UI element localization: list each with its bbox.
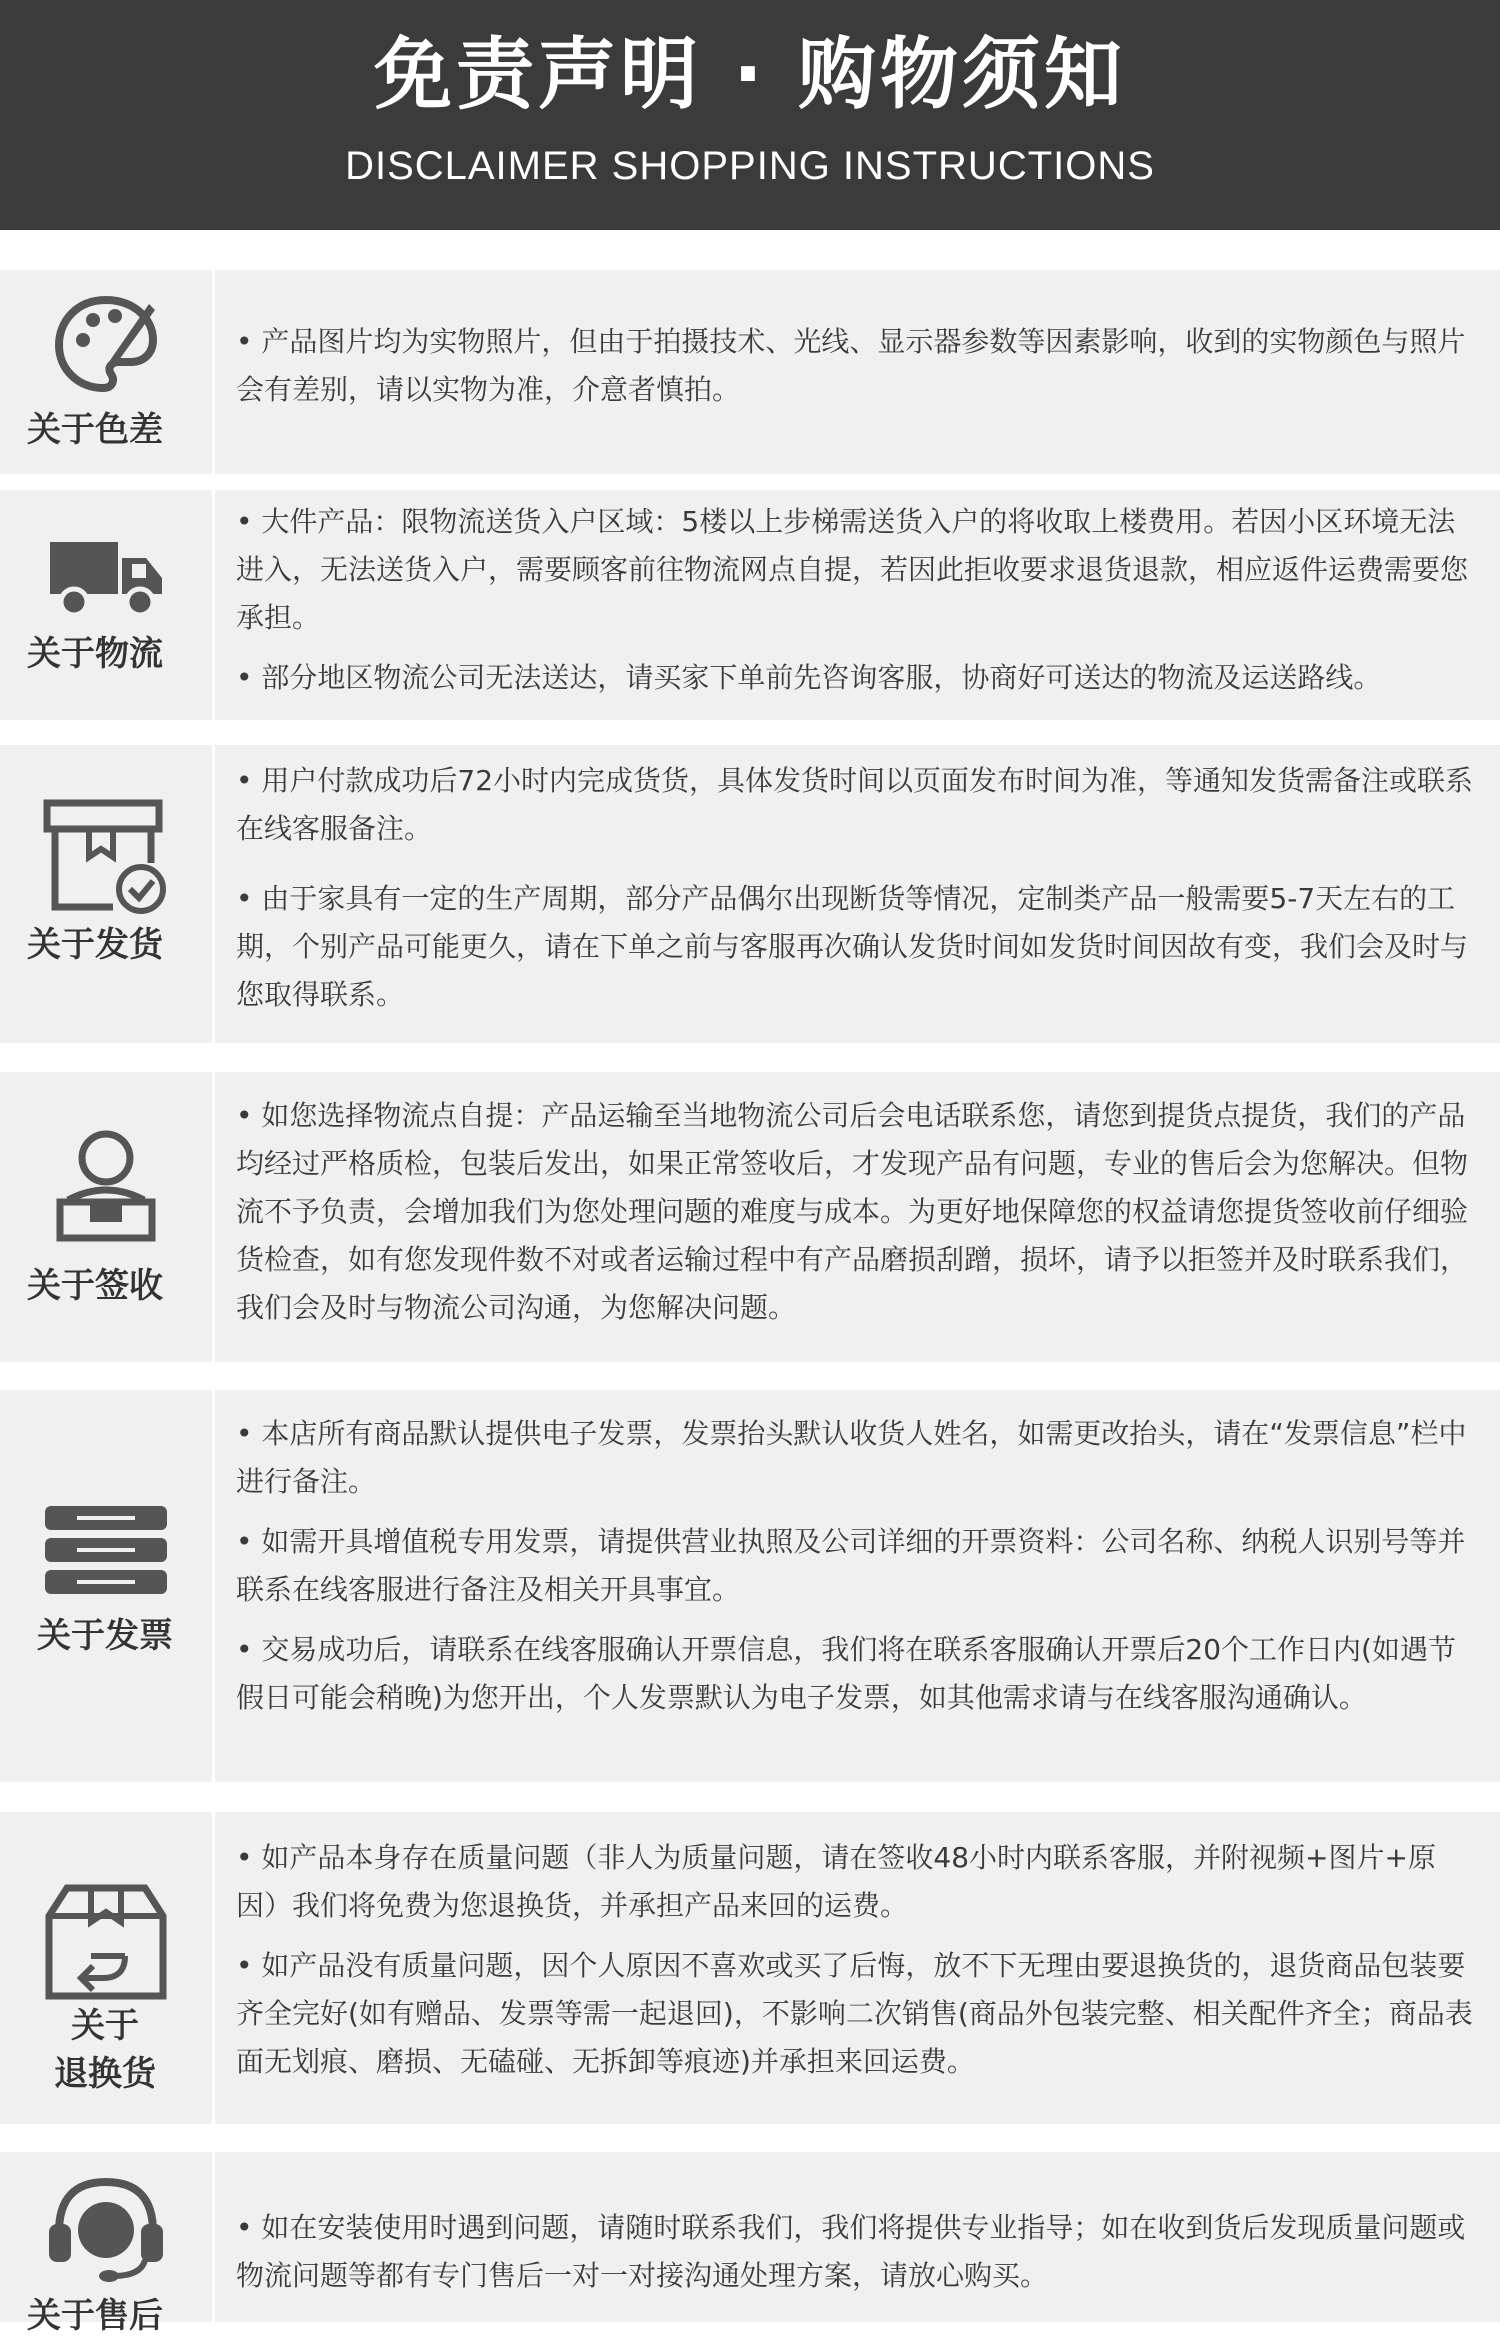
section-color-difference bbox=[0, 270, 1500, 474]
section-sidebar bbox=[0, 1390, 215, 1782]
section-sidebar bbox=[0, 2152, 215, 2336]
paragraph: • 大件产品：限物流送货入户区域：5楼以上步梯需送货入户的将收取上楼费用。若因小区环境无法进入，无法送货入户，需要顾客前往物流网点自提，若因此拒收要求退货退款，相应返件运费需要您承担。 bbox=[236, 498, 1476, 642]
section-sidebar bbox=[0, 745, 215, 1043]
headset-icon bbox=[41, 2172, 171, 2282]
section-label: 关于发货 bbox=[27, 925, 163, 965]
paragraph: • 由于家具有一定的生产周期，部分产品偶尔出现断货等情况，定制类产品一般需要5-7天左右的工期，个别产品可能更久，请在下单之前与客服再次确认发货时间如发货时间因故有变，我们会及时与您取得联系。 bbox=[236, 875, 1476, 1019]
paragraph: • 部分地区物流公司无法送达，请买家下单前先咨询客服，协商好可送达的物流及运送路线。 bbox=[236, 654, 1476, 702]
section-label: 关于发票 bbox=[37, 1616, 173, 1656]
section-label bbox=[10, 2002, 200, 2098]
section-sidebar bbox=[0, 1072, 215, 1362]
invoice-icon bbox=[41, 1500, 171, 1600]
return-box-icon bbox=[41, 1882, 171, 2002]
section-label: 关于签收 bbox=[27, 1266, 163, 1306]
section-label: 关于色差 bbox=[27, 410, 163, 450]
section-invoice bbox=[0, 1390, 1500, 1782]
paragraph: • 如产品本身存在质量问题（非人为质量问题，请在签收48小时内联系客服，并附视频+图片+原因）我们将免费为您退换货，并承担产品来回的运费。 bbox=[236, 1834, 1476, 1930]
section-signing bbox=[0, 1072, 1500, 1362]
section-content bbox=[236, 498, 1476, 714]
section-logistics bbox=[0, 490, 1500, 720]
package-check-icon bbox=[41, 797, 171, 917]
paragraph: • 产品图片均为实物照片，但由于拍摄技术、光线、显示器参数等因素影响，收到的实物颜色与照片会有差别，请以实物为准，介意者慎拍。 bbox=[236, 318, 1476, 414]
section-content bbox=[236, 757, 1476, 1031]
delivery-person-icon bbox=[46, 1128, 166, 1248]
paragraph: • 用户付款成功后72小时内完成货货，具体发货时间以页面发布时间为准，等通知发货需备注或联系在线客服备注。 bbox=[236, 757, 1476, 853]
page-subtitle: DISCLAIMER SHOPPING INSTRUCTIONS bbox=[345, 144, 1155, 188]
section-content bbox=[236, 2204, 1476, 2312]
section-sidebar bbox=[0, 490, 215, 720]
truck-icon bbox=[46, 530, 166, 630]
section-content bbox=[236, 1834, 1476, 2098]
paragraph: • 如产品没有质量问题，因个人原因不喜欢或买了后悔，放不下无理由要退换货的，退货商品包装要齐全完好(如有赠品、发票等需一起退回)，不影响二次销售(商品外包装完整、相关配件齐全；商品表面无划痕、磨损、无磕碰、无拆卸等痕迹)并承担来回运费。 bbox=[236, 1942, 1476, 2086]
paragraph: • 如需开具增值税专用发票，请提供营业执照及公司详细的开票资料：公司名称、纳税人识别号等并联系在线客服进行备注及相关开具事宜。 bbox=[236, 1518, 1476, 1614]
section-label: 关于物流 bbox=[27, 634, 163, 674]
page-header bbox=[0, 0, 1500, 230]
paragraph: • 如在安装使用时遇到问题，请随时联系我们，我们将提供专业指导；如在收到货后发现质量问题或物流问题等都有专门售后一对一对接沟通处理方案，请放心购买。 bbox=[236, 2204, 1476, 2300]
page-title: 免责声明 · 购物须知 bbox=[374, 30, 1126, 120]
section-label: 关于售后 bbox=[27, 2296, 163, 2336]
paragraph: • 本店所有商品默认提供电子发票，发票抬头默认收货人姓名，如需更改抬头，请在“发票信息”栏中进行备注。 bbox=[236, 1410, 1476, 1506]
paragraph: • 如您选择物流点自提：产品运输至当地物流公司后会电话联系您，请您到提货点提货，我们的产品均经过严格质检，包装后发出，如果正常签收后，才发现产品有问题，专业的售后会为您解决。但物流不予负责，会增加我们为您处理问题的难度与成本。为更好地保障您的权益请您提货签收前仔细验货检查，如有您发现件数不对或者运输过程中有产品磨损刮蹭，损坏，请予以拒签并及时联系我们，我们会及时与物流公司沟通，为您解决问题。 bbox=[236, 1092, 1476, 1332]
section-label-line: 退换货 bbox=[54, 2054, 156, 2094]
section-content bbox=[236, 1092, 1476, 1344]
paragraph: • 交易成功后，请联系在线客服确认开票信息，我们将在联系客服确认开票后20个工作日内(如遇节假日可能会稍晚)为您开出，个人发票默认为电子发票，如其他需求请与在线客服沟通确认。 bbox=[236, 1626, 1476, 1722]
section-sidebar bbox=[0, 270, 215, 474]
section-label-line: 关于 bbox=[71, 2006, 139, 2046]
section-sidebar bbox=[0, 1812, 215, 2124]
section-content bbox=[236, 1410, 1476, 1734]
section-returns bbox=[0, 1812, 1500, 2124]
section-shipping bbox=[0, 745, 1500, 1043]
palette-icon bbox=[51, 290, 161, 400]
section-content bbox=[236, 318, 1476, 426]
section-after-sales bbox=[0, 2152, 1500, 2336]
